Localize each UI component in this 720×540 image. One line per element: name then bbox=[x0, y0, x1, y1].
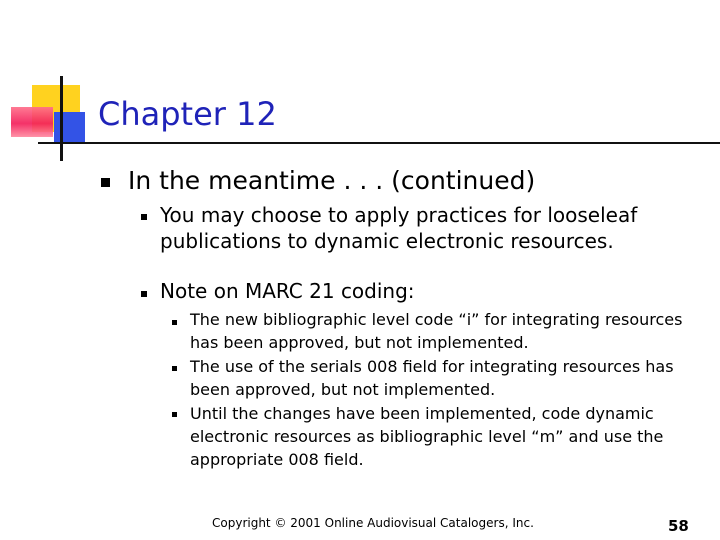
decorative-blue-square bbox=[54, 112, 85, 143]
bullet-square-icon bbox=[141, 214, 147, 220]
title-underline-rule bbox=[38, 142, 720, 144]
slide-page-number: 58 bbox=[668, 517, 689, 535]
bullet-level2-text: Note on MARC 21 coding: bbox=[160, 279, 415, 303]
bullet-level3-text: The new bibliographic level code “i” for integrating resources has been approved, but not implemented. bbox=[190, 310, 683, 352]
bullet-square-icon bbox=[172, 320, 177, 325]
bullet-square-icon bbox=[172, 366, 177, 371]
decorative-red-square bbox=[11, 107, 53, 137]
footer-copyright: Copyright © 2001 Online Audiovisual Catalogers, Inc. bbox=[212, 516, 534, 530]
slide-title: Chapter 12 bbox=[98, 95, 277, 133]
decorative-vertical-rule bbox=[60, 76, 63, 161]
bullet-square-icon bbox=[101, 178, 110, 187]
bullet-level3-text: The use of the serials 008 field for integrating resources has been approved, but not implemented. bbox=[190, 357, 674, 399]
bullet-level2-text: You may choose to apply practices for looseleaf publications to dynamic electronic resources. bbox=[160, 203, 638, 253]
bullet-square-icon bbox=[141, 291, 147, 297]
bullet-level1-text: In the meantime . . . (continued) bbox=[128, 166, 536, 195]
bullet-level3-text: Until the changes have been implemented, code dynamic electronic resources as bibliographic level “m” and use the appropriate 008 field. bbox=[190, 404, 664, 469]
bullet-square-icon bbox=[172, 412, 177, 417]
